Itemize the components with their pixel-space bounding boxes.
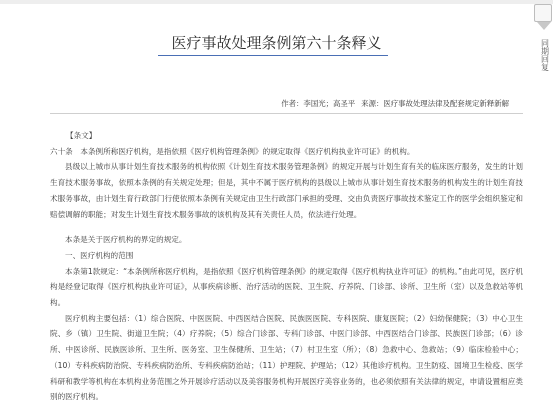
corner-char: 回 [541,55,549,64]
top-bar [0,0,553,4]
article-body [50,128,523,405]
page-title: 医疗事故处理条例第六十条释义 [171,34,382,52]
explanation-paragraph: 本条第1款规定：“本条例所称医疗机构，是指依照《医疗机构管理条例》的规定取得《医疗机构执业许可证》的机构。”由此可见，医疗机构是经登记取得《医疗机构执业许可证》，从事疾病诊断、治疗活动的医院、卫生院、疗养院、门诊部、诊所、卫生所（室）以及急救站等机构。 [50,266,523,308]
explanation-paragraph: 医疗机构主要包括：（1）综合医院、中医医院、中西医结合医院、民族医医院、专科医院、康复医院；（2）妇幼保健院；（3）中心卫生院、乡（镇）卫生院、街道卫生院；（4）疗养院；（5）综合门诊部、专科门诊部、中医门诊部、中西医结合门诊部、民族医门诊部；（6）诊所、中医诊所、民族医诊所、卫生所、医务室、卫生保健所、卫生站；（7）村卫生室（所）；（8）急救中心、急救站；（9）临床检验中心；（10）专科疾病防治院、专科疾病防治所、专科疾病防治站；（11）护理院、护理站；（12）其他诊疗机构。卫生防疫、国境卫生检疫、医学科研和教学等机构在本机构业务范围之外开展诊疗活动以及美容服务机构开展医疗美容业务的，也必须依照有关法律的规定，申请设置相应类别的医疗机构。 [50,313,523,402]
byline-author: 作者：李国光；高圣平 [281,99,356,108]
tiaowen-label: 【条文】 [66,131,97,140]
divider [50,113,523,114]
byline-source: 来源：医疗事故处理法律及配套规定新释新解 [361,99,509,108]
corner-char: 期 [541,47,549,56]
title-underline [158,55,388,56]
paragraph-gap [50,222,523,232]
corner-char: 同 [541,39,549,48]
corner-char: 复 [541,63,549,72]
article-paragraph: 六十条 本条例所称医疗机构，是指依照《医疗机构管理条例》的规定取得《医疗机构执业许可证》的机构。 [50,146,415,156]
explanation-paragraph: 本条是关于医疗机构的界定的规定。 [65,235,187,245]
corner-triangle-icon [537,22,551,30]
byline [281,98,509,109]
section-heading: 一、医疗机构的范围 [65,250,134,260]
article-paragraph: 县级以上城市从事计划生育技术服务的机构依照《计划生育技术服务管理条例》的规定开展与计划生育有关的临床医疗服务，发生的计划生育技术服务事故，依照本条例的有关规定处理；但是，其中不属于医疗机构的县级以上城市从事计划生育技术服务的机构发生的计划生育技术服务事故，由计划生育行政部门行使依照本条例有关规定由卫生行政部门承担的受理、交由负责医疗事故技术鉴定工作的医学会组织鉴定和赔偿调解的职能；对发生计划生育技术服务事故的该机构及其有关责任人员，依法进行处理。 [50,162,523,219]
corner-box-icon [534,4,552,22]
